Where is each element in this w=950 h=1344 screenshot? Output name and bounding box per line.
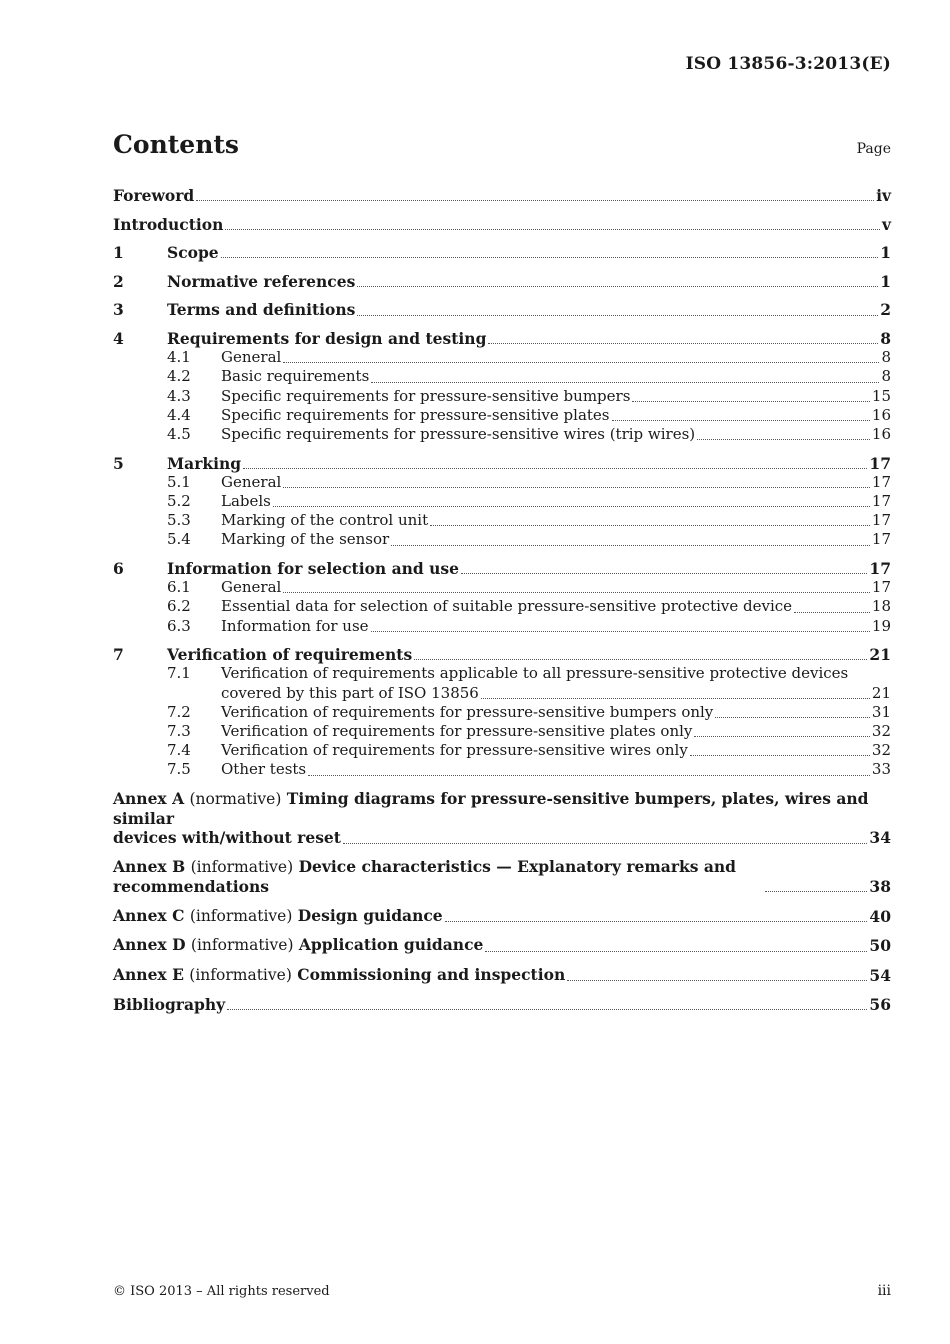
leader-dots <box>488 342 878 344</box>
toc-title-line-1: Verification of requirements applicable to all pressure-sensitive protective devices <box>221 664 849 683</box>
toc-title-line-2: devices with/without reset <box>113 828 341 848</box>
toc-title <box>113 857 763 896</box>
toc-number: 4.3 <box>167 386 191 405</box>
toc-subentry-4-2[interactable] <box>113 367 891 386</box>
toc-title: Essential data for selection of suitable pressure-sensitive protective device <box>221 597 793 616</box>
page-number: iii <box>877 1283 891 1299</box>
annex-prefix: Annex E <box>113 964 184 984</box>
leader-dots <box>343 842 867 844</box>
toc-page: 8 <box>880 328 891 348</box>
annex-title: Commissioning and inspection <box>297 964 566 984</box>
leader-dots <box>196 199 874 201</box>
page-title: Contents <box>113 130 240 159</box>
annex-prefix: Annex D <box>113 935 186 955</box>
toc-title: General <box>221 472 282 491</box>
toc-page: 17 <box>869 558 891 578</box>
toc-number: 7.3 <box>167 722 191 740</box>
toc-number: 7.2 <box>167 702 191 721</box>
leader-dots <box>461 572 867 574</box>
toc-page: 33 <box>871 760 891 779</box>
toc-number: 5.3 <box>167 511 191 530</box>
leader-dots <box>273 505 870 507</box>
toc-number: 4.1 <box>167 348 191 367</box>
toc-page: 1 <box>880 243 891 263</box>
toc-page: 56 <box>869 994 891 1014</box>
toc-title: Basic requirements <box>221 367 370 386</box>
toc-entry-annex-a[interactable] <box>113 789 891 848</box>
leader-dots <box>445 920 868 922</box>
leader-dots <box>221 256 879 258</box>
toc-page: 17 <box>871 530 891 549</box>
leader-dots <box>481 697 870 699</box>
leader-dots <box>357 314 878 316</box>
toc-title: Normative references <box>167 271 356 291</box>
toc-number: 6.3 <box>167 616 191 635</box>
toc-subentry-4-4[interactable] <box>113 406 891 425</box>
leader-dots <box>357 285 878 287</box>
toc-entry-section-2[interactable] <box>113 272 891 291</box>
toc-page: 17 <box>869 453 891 473</box>
toc-title: Other tests <box>221 760 307 779</box>
leader-dots <box>694 735 870 737</box>
toc-page: 32 <box>871 741 891 760</box>
toc-subentry-7-1[interactable] <box>113 664 891 702</box>
leader-dots <box>632 400 870 402</box>
toc-subentry-4-3[interactable] <box>113 387 891 406</box>
toc-title: Labels <box>221 491 271 510</box>
leader-dots <box>371 630 870 632</box>
toc-title: Scope <box>167 243 219 263</box>
toc-entry-annex-c[interactable] <box>113 906 891 926</box>
toc-subentry-5-4[interactable] <box>113 530 891 549</box>
toc-page: 31 <box>871 702 891 721</box>
toc-entry-annex-d[interactable] <box>113 935 891 955</box>
annex-type: (informative) <box>189 906 293 925</box>
toc-subentry-7-4[interactable] <box>113 741 891 760</box>
copyright-notice: © ISO 2013 – All rights reserved <box>113 1284 330 1299</box>
toc-entry-bibliography[interactable] <box>113 995 891 1014</box>
toc-entry-section-6[interactable] <box>113 559 891 578</box>
toc-title: Introduction <box>113 214 224 234</box>
toc-subentry-6-3[interactable] <box>113 617 891 636</box>
toc-subentry-7-2[interactable] <box>113 703 891 722</box>
toc-number: 4.5 <box>167 424 191 443</box>
toc-title <box>113 965 565 985</box>
toc-entry-foreword[interactable] <box>113 186 891 205</box>
toc-title: Terms and definitions <box>167 300 356 320</box>
toc-title-line-1: Timing diagrams for pressure-sensitive bumpers, plates, wires and similar <box>113 789 869 829</box>
annex-title: Device characteristics — Explanatory remarks and recommendations <box>113 857 737 897</box>
toc-title: Verification of requirements <box>167 645 413 665</box>
annex-title: Design guidance <box>297 905 443 925</box>
toc-page: 34 <box>869 828 891 848</box>
annex-prefix: Annex B <box>113 857 186 876</box>
annex-prefix: Annex C <box>113 905 185 925</box>
leader-dots <box>371 381 879 383</box>
toc-page: 18 <box>871 597 891 616</box>
toc-subentry-4-5[interactable] <box>113 425 891 444</box>
toc-title-line-2: covered by this part of ISO 13856 <box>221 683 479 702</box>
toc-page: 21 <box>871 683 891 702</box>
leader-dots <box>243 467 867 469</box>
toc-title: Verification of requirements for pressure-sensitive wires only <box>221 741 688 760</box>
toc-number: 7.4 <box>167 741 191 760</box>
toc-page: 16 <box>871 405 891 424</box>
toc-entry-section-1[interactable] <box>113 243 891 262</box>
leader-dots <box>414 658 867 660</box>
toc-page: 16 <box>871 424 891 443</box>
toc-number: 5.1 <box>167 472 191 491</box>
annex-prefix: Annex A <box>113 789 185 808</box>
annex-type: (informative) <box>189 965 292 984</box>
toc-number: 6.2 <box>167 597 191 616</box>
toc-page: 38 <box>869 877 891 897</box>
toc-subentry-5-2[interactable] <box>113 492 891 511</box>
toc-page: 2 <box>880 300 891 320</box>
toc-page: 40 <box>869 906 891 926</box>
toc-page: 17 <box>871 491 891 510</box>
toc-title: Information for use <box>221 616 369 635</box>
toc-page: 17 <box>871 472 891 491</box>
toc-subentry-6-2[interactable] <box>113 597 891 616</box>
toc-subentry-7-3[interactable] <box>113 722 891 741</box>
toc-title: Specific requirements for pressure-sensitive plates <box>221 405 610 424</box>
toc-title: Marking of the sensor <box>221 530 390 549</box>
toc-title: Verification of requirements for pressure-sensitive bumpers only <box>221 702 714 721</box>
leader-dots <box>391 544 870 546</box>
leader-dots <box>690 754 870 756</box>
leader-dots <box>612 419 870 421</box>
page-column-label: Page <box>856 141 891 157</box>
toc-page: v <box>881 214 891 234</box>
toc-entry-annex-e[interactable] <box>113 965 891 985</box>
toc-page: 17 <box>871 511 891 530</box>
toc-number: 5.4 <box>167 530 191 549</box>
annex-title: Application guidance <box>298 935 484 955</box>
toc-entry-introduction[interactable] <box>113 215 891 234</box>
leader-dots <box>283 591 870 593</box>
toc-title: General <box>221 578 282 597</box>
toc-number: 7.5 <box>167 760 191 779</box>
toc-subentry-4-1[interactable] <box>113 348 891 367</box>
toc-number: 6 <box>113 558 124 578</box>
toc-page: 21 <box>869 645 891 665</box>
leader-dots <box>567 979 867 981</box>
leader-dots <box>283 486 870 488</box>
toc-title: Requirements for design and testing <box>167 328 487 348</box>
leader-dots <box>308 774 870 776</box>
toc-page: iv <box>876 186 891 205</box>
leader-dots <box>697 438 870 440</box>
toc-subentry-5-3[interactable] <box>113 511 891 530</box>
toc-title: Specific requirements for pressure-sensitive wires (trip wires) <box>221 424 696 443</box>
annex-type: (informative) <box>190 936 294 955</box>
toc-subentry-7-5[interactable] <box>113 760 891 779</box>
toc-subentry-6-1[interactable] <box>113 578 891 597</box>
toc-entry-section-4[interactable] <box>113 329 891 348</box>
toc-page: 17 <box>871 578 891 597</box>
toc-number: 4.4 <box>167 405 191 424</box>
toc-title <box>113 906 443 926</box>
toc-number: 7.1 <box>167 664 191 683</box>
toc-title: Bibliography <box>113 994 226 1014</box>
toc-title <box>113 935 483 955</box>
leader-dots <box>283 361 879 363</box>
toc-page: 8 <box>881 367 891 386</box>
toc-number: 7 <box>113 645 124 665</box>
toc-number: 5.2 <box>167 491 191 510</box>
toc-page: 1 <box>880 271 891 291</box>
toc-page: 15 <box>871 386 891 405</box>
toc-number: 4 <box>113 328 124 348</box>
table-of-contents <box>113 186 891 1014</box>
toc-number: 4.2 <box>167 367 191 386</box>
leader-dots <box>765 890 867 892</box>
toc-title: Foreword <box>113 186 195 205</box>
toc-number: 3 <box>113 300 124 320</box>
standard-id: ISO 13856-3:2013(E) <box>685 54 891 74</box>
toc-title: Verification of requirements for pressure-sensitive plates only <box>221 722 693 740</box>
toc-entry-section-3[interactable] <box>113 300 891 319</box>
toc-title: Marking <box>167 453 242 473</box>
toc-title: Marking of the control unit <box>221 511 429 530</box>
leader-dots <box>430 524 870 526</box>
toc-page: 50 <box>869 936 891 956</box>
leader-dots <box>715 716 870 718</box>
toc-subentry-5-1[interactable] <box>113 473 891 492</box>
toc-entry-section-5[interactable] <box>113 454 891 473</box>
annex-type: (informative) <box>190 858 294 876</box>
leader-dots <box>794 611 870 613</box>
toc-page: 8 <box>881 348 891 367</box>
toc-number: 1 <box>113 243 124 263</box>
annex-type: (normative) <box>189 790 282 808</box>
toc-number: 2 <box>113 271 124 291</box>
leader-dots <box>227 1008 867 1010</box>
leader-dots <box>485 950 867 952</box>
toc-number: 6.1 <box>167 578 191 597</box>
toc-title: Information for selection and use <box>167 558 459 578</box>
toc-number: 5 <box>113 453 124 473</box>
toc-entry-section-7[interactable] <box>113 645 891 664</box>
toc-title: Specific requirements for pressure-sensitive bumpers <box>221 386 631 405</box>
leader-dots <box>225 228 880 230</box>
toc-page: 54 <box>869 965 891 985</box>
toc-page: 19 <box>871 616 891 635</box>
toc-title: General <box>221 348 282 367</box>
toc-entry-annex-b[interactable] <box>113 857 891 896</box>
toc-page: 32 <box>871 722 891 740</box>
